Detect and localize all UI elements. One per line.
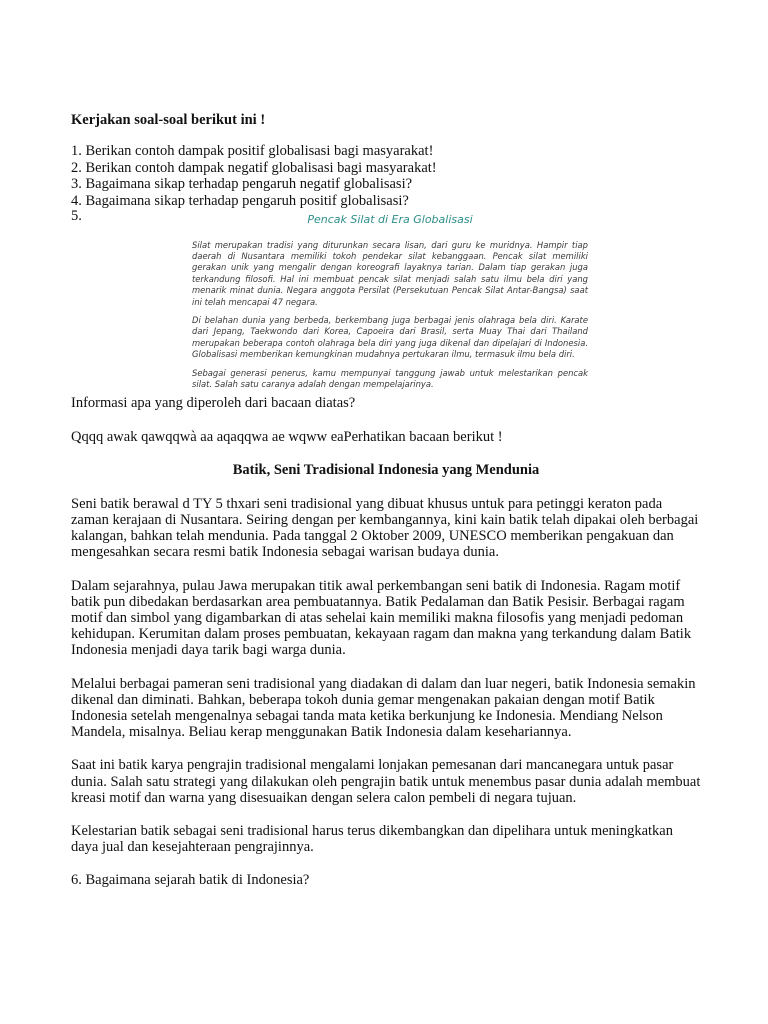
article-paragraph-3: Melalui berbagai pameran seni tradisional yang diadakan di dalam dan luar negeri, batik Indonesia semakin dikenal dan diminati. Bahkan, beberapa tokoh dunia gemar mengenakan pakaian dengan motif Batik Indonesia setelah mengenalnya sebagai tanda mata ketika berkunjung ke Indonesia. Mendiang Nelson Mandela, misalnya. Beliau kerap menggunakan Batik Indonesia dalam kesehariannya. bbox=[71, 675, 696, 741]
question-1: 1. Berikan contoh dampak positif globalisasi bagi masyarakat! bbox=[71, 143, 434, 159]
article-paragraph-1: Seni batik berawal d TY 5 thxari seni tradisional yang dibuat khusus untuk para petinggi keraton pada zaman kerajaan di Nusantara. Seiring dengan per kembangannya, kini kain batik telah dipakai oleh berbagai kalangan, bahkan telah mendunia. Pada tanggal 2 Oktober 2009, UNESCO memberikan pengakuan dan mengesahkan secara resmi batik Indonesia sebagai warisan budaya dunia. bbox=[71, 495, 699, 561]
question-2: 2. Berikan contoh dampak negatif globalisasi bagi masyarakat! bbox=[71, 159, 437, 176]
article-paragraph-5: Kelestarian batik sebagai seni tradisional harus terus dikembangkan dan dipelihara untuk meningkatkan daya jual dan kesejahteraan pengrajinnya. bbox=[71, 823, 673, 856]
reading-paragraph-3: Sebagai generasi penerus, kamu mempunyai tanggung jawab untuk melestarikan pencak silat. Salah satu caranya adalah dengan mempelajarinya. bbox=[192, 367, 588, 389]
document-page bbox=[71, 112, 701, 906]
article-paragraph-4: Saat ini batik karya pengrajin tradisional mengalami lonjakan pemesanan dari mancanegara untuk pasar dunia. Salah satu strategi yang dilakukan oleh pengrajin batik untuk menembus pasar dunia adalah membuat kreasi motif dan warna yang disesuaikan dengan selera calon pembeli di negara tujuan. bbox=[71, 757, 701, 806]
reading-title: Pencak Silat di Era Globalisasi bbox=[307, 212, 473, 226]
instruction-heading: Kerjakan soal-soal berikut ini ! bbox=[71, 112, 266, 128]
question-5: 5. bbox=[71, 208, 82, 224]
reading-paragraph-1: Silat merupakan tradisi yang diturunkan secara lisan, dari guru ke muridnya. Hampir tiap daerah di Nusantara memiliki tokoh pendekar silat kebanggaan. Pencak silat memiliki gerakan unik yang mengalir dengan koreografi layaknya tarian. Dalam tiap gerakan juga terkandung filosofi. Hal ini membuat pencak silat menjadi salah satu ilmu bela diri yang menarik minat dunia. Negara anggota Persilat (Persekutuan Pencak Silat Antar-Bangsa) saat ini telah mencapai 47 negara. bbox=[192, 239, 588, 307]
question-3: 3. Bagaimana sikap terhadap pengaruh negatif globalisasi? bbox=[71, 176, 413, 192]
article-paragraph-2: Dalam sejarahnya, pulau Jawa merupakan titik awal perkembangan seni batik di Indonesia. Ragam motif batik pun dibedakan berdasarkan area pembuatannya. Batik Pedalaman dan Batik Pesisir. Berbagai ragam motif dan simbol yang digambarkan di atas sehelai kain memiliki makna filosofis yang menjadi pedoman kehidupan. Kerumitan dalam proses pembuatan, kekayaan ragam dan makna yang terkandung dalam Batik Indonesia menjadi daya tarik bagi warga dunia. bbox=[71, 577, 692, 659]
instruction-2: Qqqq awak qawqqwà aa aqaqqwa ae wqww eaPerhatikan bacaan berikut ! bbox=[71, 428, 503, 445]
reading-excerpt bbox=[192, 213, 588, 391]
question-info: Informasi apa yang diperoleh dari bacaan diatas? bbox=[71, 395, 356, 412]
question-4: 4. Bagaimana sikap terhadap pengaruh positif globalisasi? bbox=[71, 192, 409, 209]
article-title: Batik, Seni Tradisional Indonesia yang Mendunia bbox=[232, 461, 540, 478]
reading-paragraph-2: Di belahan dunia yang berbeda, berkembang juga berbagai jenis olahraga bela diri. Karate dari Jepang, Taekwondo dari Korea, Capoeira dari Brasil, serta Muay Thai dari Thailand merupakan beberapa contoh olahraga bela diri yang juga dikenal dan dipelajari di Indonesia. Globalisasi memberikan kemungkinan mudahnya pertukaran ilmu, termasuk ilmu bela diri. bbox=[192, 314, 588, 360]
question-6: 6. Bagaimana sejarah batik di Indonesia? bbox=[71, 872, 310, 889]
